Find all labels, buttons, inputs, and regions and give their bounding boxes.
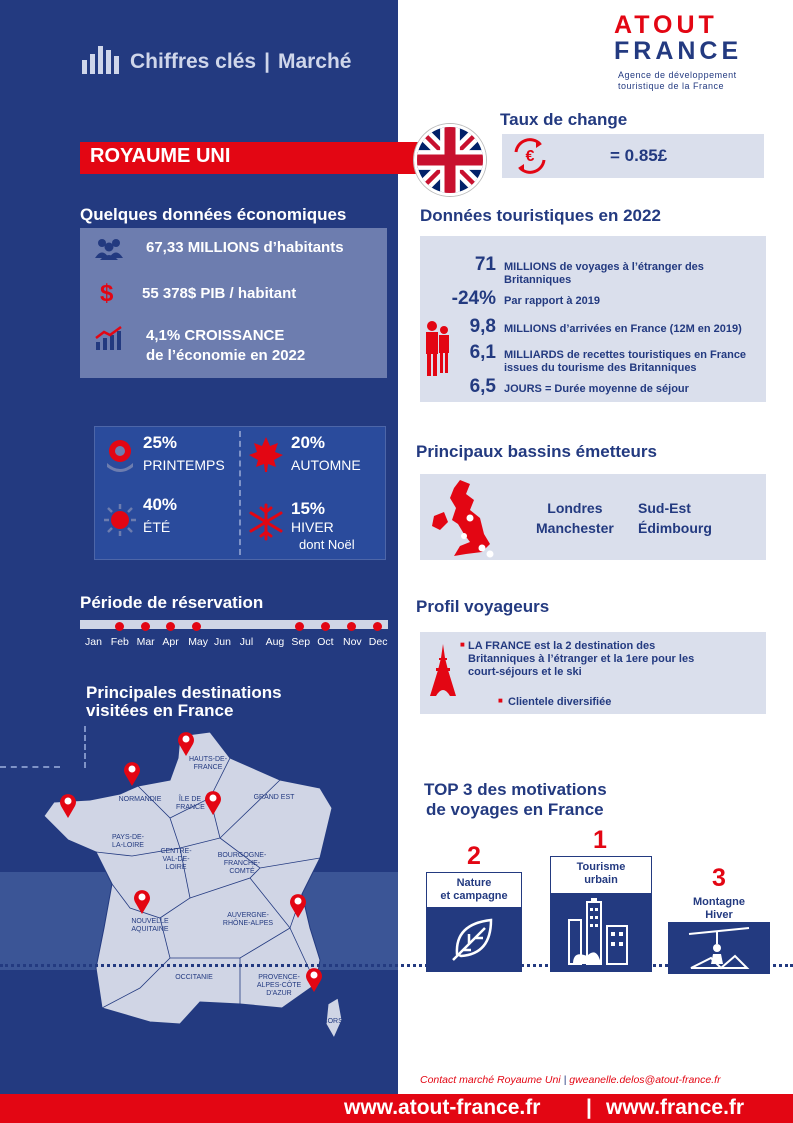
tourism-trips-text [504, 261, 704, 287]
tourism-receipts-text [504, 349, 746, 375]
motivations-title-line1: TOP 3 des motivations [424, 780, 607, 799]
booking-dot-mar [141, 622, 150, 631]
region-centre-val-de-loire: CENTRE-VAL-DE-LOIRE [160, 848, 192, 871]
header-separator: | [264, 50, 270, 73]
snowflake-icon [247, 503, 285, 541]
profile-bullet1 [468, 640, 694, 679]
motivation-card-nature [426, 872, 522, 972]
profile-bullet1-line1: LA FRANCE est la 2 destination des [468, 640, 656, 652]
basins-title: Principaux bassins émetteurs [416, 442, 657, 461]
region-corse: CORSE [322, 1018, 348, 1025]
gdp-text: 55 378$ PIB / habitant [142, 285, 297, 302]
maple-leaf-icon [247, 435, 285, 473]
city-londres: Londres [547, 500, 603, 516]
exchange-value: = 0.85£ [610, 146, 668, 165]
header-title-part2: Marché [277, 50, 352, 73]
reservation-title: Période de réservation [80, 593, 264, 612]
autumn-pct: 20% [291, 433, 326, 452]
motivation-urban-label [551, 857, 651, 887]
tourism-duration-text: JOURS = Durée moyenne de séjour [504, 383, 689, 395]
tourism-trips-line2: Britanniques [504, 274, 572, 286]
reservation-timeline [80, 620, 388, 629]
footer-separator: | [586, 1096, 592, 1119]
travellers-icon [422, 320, 452, 380]
motivations-title [424, 780, 607, 820]
growth-line1: 4,1% CROISSANCE [146, 327, 285, 344]
region-pays-de-la-loire: PAYS-DE-LA-LOIRE [111, 834, 145, 849]
month-label-may: May [188, 636, 209, 648]
region-nouvelle-aquitaine: NOUVELLE AQUITAINE [131, 918, 169, 933]
exchange-box [502, 134, 764, 178]
motivations-title-line2: de voyages en France [426, 800, 604, 819]
basins-col1 [536, 498, 614, 538]
contact-label: Contact marché Royaume Uni [420, 1074, 561, 1086]
profile-bullet1-line3: court-séjours et le ski [468, 666, 582, 678]
tourism-trips-num: 71 [474, 254, 496, 275]
month-label-feb: Feb [110, 636, 129, 648]
map-pin-icon [176, 730, 196, 756]
growth-text [146, 326, 305, 366]
leaf-icon [449, 914, 499, 964]
bullet-marker-1: ■ [460, 640, 465, 649]
economy-item-growth [94, 326, 305, 366]
eiffel-tower-icon [428, 644, 458, 696]
profile-bullet2: Clientele diversifiée [508, 696, 612, 708]
logo-tagline-line1: Agence de développement [618, 70, 737, 80]
month-label-jan: Jan [85, 636, 102, 648]
profile-box [420, 632, 766, 714]
tourism-box [420, 236, 766, 402]
tourism-arrivals-num: 9,8 [469, 316, 496, 337]
booking-dot-feb [115, 622, 124, 631]
urban-label-line2: urbain [584, 874, 618, 886]
country-banner: ROYAUME UNI [80, 142, 418, 174]
destinations-title-line2: visitées en France [86, 701, 234, 720]
footer-link-atout-france[interactable]: www.atout-france.fr [344, 1096, 541, 1119]
contact-email-link[interactable]: gweanelle.delos@atout-france.fr [569, 1074, 721, 1086]
autumn-label: AUTOMNE [291, 457, 361, 473]
region-hauts-de-france: HAUTS-DE-FRANCE [188, 756, 228, 771]
region-bourgogne-franche-comte: BOURGOGNE-FRANCHE-COMTÉ [217, 852, 267, 875]
tourism-title: Données touristiques en 2022 [420, 206, 661, 225]
dollar-icon: $ [100, 280, 114, 307]
month-label-dec: Dec [368, 636, 388, 648]
economy-item-gdp [100, 282, 296, 306]
season-divider [239, 431, 241, 555]
booking-dot-dec [373, 622, 382, 631]
profile-title: Profil voyageurs [416, 597, 550, 616]
logo-line2: FRANCE [614, 37, 743, 65]
svg-text:€: € [525, 148, 535, 165]
bar-chart-icon [80, 40, 124, 74]
tourism-receipts-num: 6,1 [469, 342, 496, 363]
basins-box [420, 474, 766, 560]
basins-col2 [638, 498, 712, 538]
tourism-receipts-line1: MILLIARDS de recettes touristiques en France [504, 349, 747, 361]
nature-label-line2: et campagne [440, 890, 508, 902]
region-auvergne-rhone-alpes: AUVERGNE-RHÔNE-ALPES [222, 912, 274, 927]
economy-item-population [94, 238, 344, 260]
euro-exchange-icon [510, 138, 550, 174]
ski-lift-icon [687, 926, 751, 970]
tourism-trips-line1: MILLIONS de voyages à l’étranger des [504, 261, 704, 273]
tourism-item-trips [420, 254, 704, 287]
logo-tagline-line2: touristique de la France [618, 81, 725, 91]
summer-label: ÉTÉ [143, 519, 171, 535]
tourism-item-arrivals [420, 316, 742, 338]
bullet-marker-2: ■ [498, 696, 503, 705]
growth-chart-icon [94, 326, 124, 350]
region-normandie: NORMANDIE [118, 796, 162, 803]
tourism-receipts-line2: issues du tourisme des Britanniques [504, 362, 697, 374]
motivation-rank-3: 3 [712, 864, 726, 892]
mountain-label-line1: Montagne [693, 896, 745, 908]
map-pin-icon [58, 792, 78, 818]
tourism-arrivals-text: MILLIONS d’arrivées en France (12M en 2019) [504, 323, 742, 335]
month-label-jul: Jul [239, 636, 254, 648]
leaf-tile [427, 907, 521, 971]
map-pin-icon [122, 760, 142, 786]
contact-separator: | [563, 1074, 567, 1086]
uk-map-icon [430, 478, 494, 558]
summer-pct: 40% [143, 495, 178, 514]
tourism-duration-num: 6,5 [469, 376, 496, 397]
city-tile [551, 893, 651, 971]
month-label-oct: Oct [317, 636, 334, 648]
tourism-item-receipts [420, 342, 746, 375]
logo-line1 [614, 12, 742, 38]
nature-label-line1: Nature [456, 877, 492, 889]
month-label-mar: Mar [136, 636, 155, 648]
map-pin-icon [304, 966, 324, 992]
motivation-rank-2: 2 [467, 842, 481, 870]
map-pin-icon [132, 888, 152, 914]
city-icon [563, 896, 639, 968]
population-text: 67,33 MILLIONS d’habitants [146, 239, 344, 256]
logo-tagline [618, 70, 737, 92]
motivation-mountain-label [668, 894, 770, 922]
economy-box [80, 228, 387, 378]
motivation-rank-1: 1 [593, 826, 607, 854]
contact-line [420, 1074, 721, 1086]
winter-pct: 15% [291, 499, 326, 518]
map-pin-icon [203, 789, 223, 815]
region-grand-est: GRAND EST [253, 794, 295, 801]
month-label-apr: Apr [162, 636, 179, 648]
flower-icon [103, 437, 137, 473]
exchange-title: Taux de change [500, 110, 628, 129]
motivation-card-mountain [668, 894, 770, 974]
region-provence-alpes-cote-dazur: PROVENCE-ALPES-CÔTE D'AZUR [256, 974, 302, 997]
uk-flag-icon [414, 124, 486, 196]
winter-label: HIVER [291, 519, 334, 535]
month-label-jun: Jun [214, 636, 231, 648]
ski-tile [668, 922, 770, 974]
booking-dot-nov [347, 622, 356, 631]
month-label-sep: Sep [291, 636, 311, 648]
people-icon [94, 238, 124, 260]
city-sud-est: Sud-Est [638, 500, 691, 516]
month-label-nov: Nov [343, 636, 362, 648]
france-map [20, 728, 400, 1048]
region-ile-de-france: ÎLE DE FRANCE [176, 796, 205, 811]
motivation-nature-label [427, 873, 521, 903]
map-pin-icon [288, 892, 308, 918]
spring-pct: 25% [143, 433, 178, 452]
tourism-item-duration [420, 376, 689, 398]
urban-label-line1: Tourisme [576, 861, 626, 873]
header-title-part1: Chiffres clés [130, 50, 257, 73]
city-manchester: Manchester [536, 520, 614, 536]
month-label-aug: Aug [265, 636, 285, 648]
footer-bar [0, 1094, 793, 1123]
city-edimbourg: Édimbourg [638, 520, 712, 536]
header-title [130, 50, 351, 74]
mountain-label-line2: Hiver [705, 909, 733, 921]
logo-line1-text: ATOUT [614, 11, 718, 39]
motivation-card-urban [550, 856, 652, 972]
economy-title: Quelques données économiques [80, 205, 347, 224]
destinations-title-line1: Principales destinations [86, 683, 282, 702]
profile-bullet1-line2: Britanniques à l’étranger et la 1ere pour les [468, 653, 695, 665]
seasons-box [94, 426, 386, 560]
destinations-title [86, 684, 282, 720]
tourism-change-num: -24% [451, 288, 496, 309]
spring-label: PRINTEMPS [143, 457, 225, 473]
footer-link-france[interactable]: www.france.fr [606, 1096, 745, 1119]
region-occitanie: OCCITANIE [175, 974, 213, 981]
tourism-change-text: Par rapport à 2019 [504, 295, 600, 307]
sun-icon [103, 503, 137, 537]
atout-france-logo [614, 12, 742, 64]
winter-sub: dont Noël [299, 537, 355, 552]
growth-line2: de l’économie en 2022 [146, 347, 306, 364]
tourism-item-change [420, 288, 600, 310]
